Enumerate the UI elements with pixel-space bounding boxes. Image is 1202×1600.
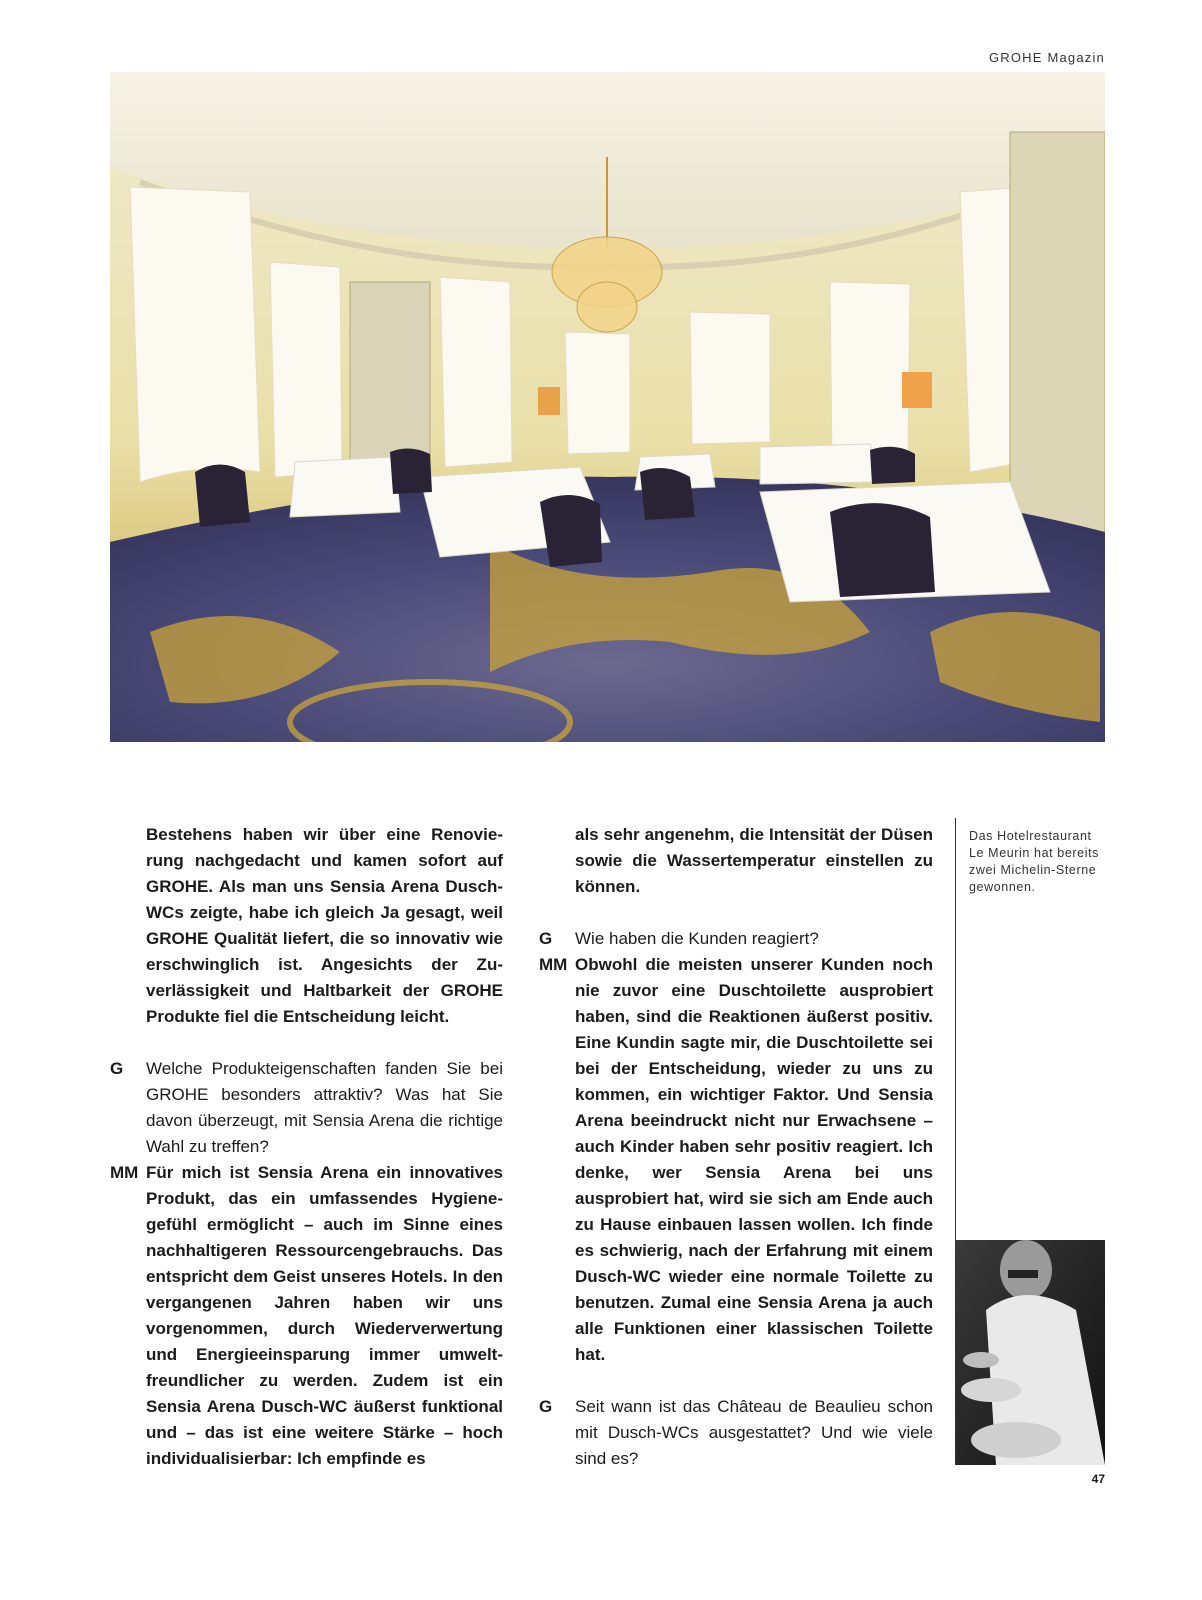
sidebar [955, 818, 1106, 1465]
speaker-label: G [110, 1059, 124, 1078]
answer-continued: Bestehens haben wir über eine Renovierung nachgedacht und kamen sofort auf GROHE. Als man uns Sensia Arena Dusch-WCs zeigte, habe ich gleich Ja gesagt, weil GROHE Qualität liefert, die so innovativ wie erschwinglich ist. Angesichts der Zuverlässigkeit und Haltbarkeit der GROHE Produkte fiel die Entscheidung leicht. [146, 825, 503, 1026]
question-text: Seit wann ist das Château de Beaulieu schon mit Dusch-WCs ausgestattet? Und wie viele sind es? [575, 1397, 933, 1468]
speaker-label: MM [539, 955, 568, 974]
speaker-label: MM [110, 1163, 139, 1182]
photo-caption: Das Hotelrestaurant Le Meurin hat bereits zwei Michelin-Sterne gewonnen. [969, 829, 1100, 894]
page-number: 47 [1091, 1472, 1105, 1486]
answer-text: Für mich ist Sensia Arena ein innovatives Produkt, das ein umfassendes Hygienegefühl ermöglicht – auch im Sinne eines nachhaltigeren Ressourcengebrauchs. Das entspricht dem Geist unseres Hotels. In den vergangenen Jahren haben wir uns vorgenommen, durch Wiederverwertung und Energieeinsparung immer umweltfreundlicher zu werden. Zudem ist ein Sensia Arena Dusch-WC äußerst funktional und – das ist eine weitere Stärke – hoch individualisierbar: Ich empfinde es [146, 1163, 503, 1468]
magazine-title: GROHE Magazin [988, 50, 1105, 65]
answer-text: Obwohl die meisten unserer Kunden noch nie zuvor eine Duschtoilette ausprobiert haben, sind die Reaktionen äußerst positiv. Eine Kundin sagte mir, die Duschtoilette sei bei der Entscheidung, wieder zu uns zu kommen, ein wichtiger Faktor. Und Sensia Arena beeindruckt nicht nur Erwachsene – auch Kinder haben sehr positiv reagiert. Ich denke, wer Sensia Arena bei uns ausprobiert hat, wird sie sich am Ende auch zu Hause einbauen lassen wollen. Ich finde es schwierig, nach der Erfahrung mit einem Dusch-WC wieder eine normale Toilette zu benutzen. Zumal eine Sensia Arena ja auch alle Funktionen einer klassischen Toilette hat. [575, 955, 933, 1364]
text-column-1 [110, 822, 503, 1472]
question-text: Wie haben die Kunden reagiert? [575, 929, 819, 948]
chef-portrait-photo [956, 1240, 1105, 1465]
question-text: Welche Produkteigenschaften fanden Sie bei GROHE besonders attraktiv? Was hat Sie davon überzeugt, mit Sensia Arena die richtige Wahl zu treffen? [146, 1059, 503, 1156]
answer-continued: als sehr angenehm, die Intensität der Düsen sowie die Wassertemperatur einstellen zu können. [575, 825, 933, 896]
speaker-label: G [539, 929, 553, 948]
text-column-2 [539, 822, 933, 1472]
restaurant-photo [110, 72, 1105, 742]
speaker-label: G [539, 1397, 553, 1416]
